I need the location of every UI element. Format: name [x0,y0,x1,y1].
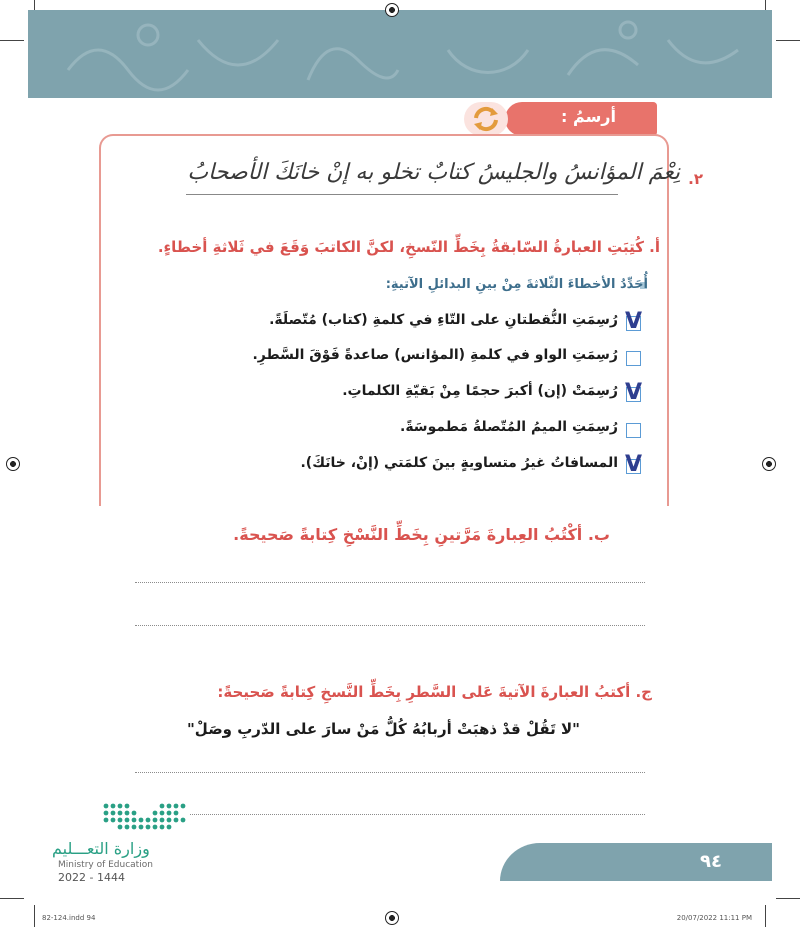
part-a-question: أ. كُتِبَتِ العبارةُ السّابقةُ بِخَطِّ النّسخِ، لكنَّ الكاتبَ وَقَعَ في ثَلاثةِ أخطاءٍ. [157,238,660,256]
ministry-logo-icon [100,800,190,830]
registration-mark [385,3,399,17]
option-checkbox[interactable] [626,351,641,366]
crop-mark [776,898,800,899]
footer-band [500,843,772,881]
registration-mark [762,457,776,471]
answer-line[interactable] [135,625,645,626]
part-a-instruction: أُحَدِّدُ الأخطاءَ الثّلاثةَ مِنْ بينِ البدائلِ الآتيةِ: [385,277,648,292]
option-text: رُسِمَتِ الميمُ المُتّصلةُ مَطموسَةً. [400,419,618,435]
registration-mark [385,911,399,925]
ministry-name-en: Ministry of Education [58,860,153,870]
crop-mark [34,905,35,927]
check-mark-icon: V [625,452,643,477]
check-mark-icon: V [625,309,643,334]
answer-line[interactable] [190,814,645,815]
poem-quote: "لا تَقُلْ قدْ ذهبَتْ أربابُهُ كُلُّ مَنْ سارَ على الدّربِ وصَلْ" [186,720,580,738]
option-text: المسافاتُ غيرُ متساويةٍ بينَ كلمَتي (إنْ، خانَكَ). [300,455,618,471]
option-text: رُسِمَتِ الواو في كلمةِ (المؤانس) صاعدةً فَوْقَ السَّطرِ. [252,347,618,363]
ministry-name-ar: وزارة التعـــليم [52,839,150,858]
calligraphy-pattern [28,10,772,98]
header-band [28,10,772,98]
check-mark-icon: V [625,380,643,405]
cycle-icon [464,102,508,136]
crop-mark [765,905,766,927]
exercise-number: ٢. [688,170,703,188]
file-slug: 82-124.indd 94 [42,914,96,922]
answer-line[interactable] [135,582,645,583]
registration-mark [6,457,20,471]
page-number: ٩٤ [700,851,722,872]
answer-line[interactable] [135,772,645,773]
section-tab-label: أرسمُ : [561,107,616,126]
option-checkbox[interactable] [626,423,641,438]
crop-mark [776,40,800,41]
edition-year: 2022 - 1444 [58,871,125,884]
crop-mark [0,40,24,41]
print-timestamp: 20/07/2022 11:11 PM [676,914,752,922]
baseline [186,194,618,195]
crop-mark [0,898,24,899]
part-b-question: ب. أكْتُبُ العِبارةَ مَرَّتينِ بِخَطِّ النَّسْخِ كِتابةً صَحيحةً. [233,525,610,544]
option-text: رُسِمَتِ النُّقطتانِ على التّاءِ في كلمةِ (كتاب) مُتّصلَةً. [269,312,618,328]
handwritten-phrase: نِعْمَ المؤانسُ والجليسُ كتابٌ تخلو به إنْ خانَكَ الأصحابُ [187,160,680,185]
option-text: رُسِمَتْ (إن) أكبرَ حجمًا مِنْ بَقيّةِ الكلماتِ. [342,383,618,399]
part-c-question: ج. أكتبُ العبارةَ الآتيةَ عَلى السَّطرِ بِخَطِّ النَّسخِ كِتابةً صَحيحةً: [217,683,652,701]
